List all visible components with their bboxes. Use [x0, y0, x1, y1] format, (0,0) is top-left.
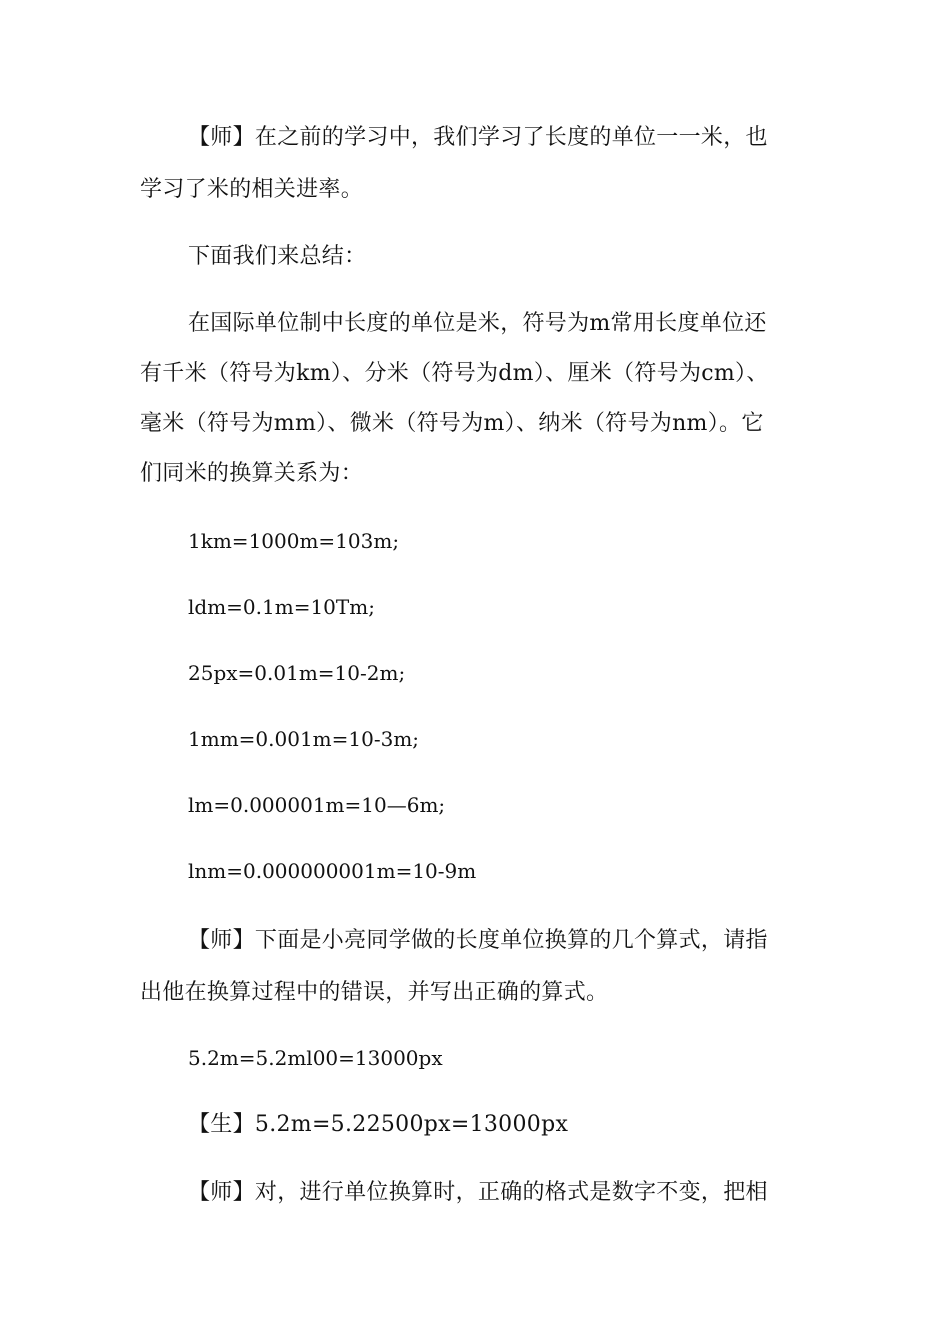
formula-dm: ldm=0.1m=10Tm;	[188, 595, 375, 619]
paragraph-teacher-conclusion-line-1: 【师】对，进行单位换算时，正确的格式是数字不变，把相	[188, 1180, 768, 1205]
example-conversion: 5.2m=5.2ml00=13000px	[188, 1046, 443, 1070]
paragraph-teacher-intro-line-2: 学习了米的相关进率。	[140, 177, 364, 202]
formula-mm: 1mm=0.001m=10-3m;	[188, 727, 420, 751]
paragraph-summary-intro: 下面我们来总结：	[188, 244, 367, 269]
paragraph-teacher-intro-line-1: 【师】在之前的学习中，我们学习了长度的单位一一米，也	[188, 125, 768, 150]
student-answer: 【生】5.2m=5.22500px=13000px	[188, 1112, 569, 1137]
paragraph-units-line-3: 毫米（符号为mm）、微米（符号为m）、纳米（符号为nm）。它	[140, 411, 764, 436]
paragraph-units-line-1: 在国际单位制中长度的单位是米，符号为m常用长度单位还	[188, 311, 767, 336]
formula-km: 1km=1000m=103m;	[188, 529, 400, 553]
formula-nm: lnm=0.000000001m=10-9m	[188, 859, 477, 883]
formula-um: lm=0.000001m=10—6m;	[188, 793, 446, 817]
formula-cm: 25px=0.01m=10-2m;	[188, 661, 406, 685]
paragraph-units-line-2: 有千米（符号为km）、分米（符号为dm）、厘米（符号为cm）、	[140, 361, 769, 386]
paragraph-units-line-4: 们同米的换算关系为：	[140, 461, 364, 486]
paragraph-teacher-task-line-1: 【师】下面是小亮同学做的长度单位换算的几个算式，请指	[188, 928, 768, 953]
paragraph-teacher-task-line-2: 出他在换算过程中的错误，并写出正确的算式。	[140, 980, 609, 1005]
